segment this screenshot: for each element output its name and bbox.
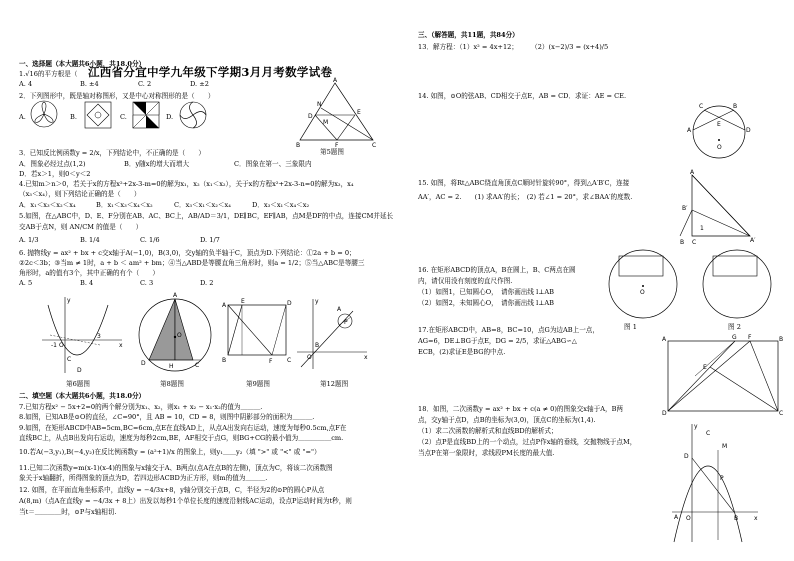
question-2: 2．下列图形中，既是轴对称图形，又是中心对称图形的是（ ）	[19, 92, 215, 100]
fig5-label-f: F	[335, 142, 339, 149]
fig6-label-neg1: -1	[51, 342, 57, 349]
fig18-label-m: M	[722, 443, 728, 450]
question-10: 10.若A(−3,y₁),B(−4,y₂)在反比例函数y = (a²+1)/x 的图象上，则y₁＿＿y₂（填 ">" 或 "<" 或 "="）	[19, 448, 321, 456]
fig17-label-c: C	[779, 410, 784, 417]
fig12-label-b: B	[315, 342, 320, 349]
fig16a-label-o: O	[640, 289, 645, 296]
q1-option-d: D. ±2	[190, 80, 209, 88]
question-8: 8.如图，已知AB是⊙O的直径，∠C=90°，且 AB = 10，CD = 8，则图中阴影部分的面积为＿＿＿.	[19, 413, 315, 421]
fig17-label-f: F	[748, 334, 752, 341]
q2-option-a: A.	[19, 113, 26, 121]
figure-q5-triangle	[295, 78, 385, 148]
figure-q6-parabola	[40, 295, 125, 375]
section-fill-heading: 二、填空题（本大题共6小题，共18.0分）	[19, 392, 146, 400]
question-12-cont1: A(8,m)（点A在直线y = −4/3x + 8上）出发以每秒1个单位长度的速度沿射线AC运动，设点P运动时间为t秒，则	[19, 497, 352, 505]
question-11: 11.已知二次函数y=m(x-1)(x-4)的图象与x轴交于A、B两点(点A在点B的左侧)，顶点为C，将该二次函数图	[19, 464, 333, 472]
fig18-label-c: C	[706, 430, 711, 437]
fig9-label-b: B	[222, 357, 227, 364]
fig14-label-d: D	[746, 127, 751, 134]
fig5-label-a: A	[333, 77, 338, 84]
question-17-cont2: ECB，(2)求证E是BG的中点.	[418, 348, 506, 356]
question-18-cont2: 当点P在第一象限时，求线段PM长度的最大值.	[418, 449, 555, 457]
figure-q18-parabola	[670, 420, 760, 545]
fig17-label-g: G	[732, 334, 737, 341]
fig17-label-b: B	[779, 336, 784, 343]
fig15-label-b1: B′	[682, 205, 688, 212]
fig12-label-a: A	[337, 306, 342, 313]
q5-option-a: A. 1/3	[19, 236, 39, 244]
fig8-label-h: H	[169, 363, 174, 370]
fig15-label-1: 1	[700, 225, 704, 232]
question-15-cont: AA′，AC = 2. (1) 求AA′的长； (2) 若∠1 = 20°，求∠BAA′的度数.	[418, 193, 633, 201]
q1-option-b: B. ±4	[80, 80, 99, 88]
question-15: 15. 如图，将Rt△ABC绕直角顶点C顺时针旋转90°，得到△A′B′C，连接	[418, 179, 630, 187]
question-12: 12. 如图，在平面直角坐标系中，直线y = −4/3x+8，y轴分别交于点B，C，半径为2的⊙P的圆心P从点	[19, 486, 325, 494]
question-6: 6. 抛物线y = ax² + bx + c交x轴于A(−1,0)，B(3,0)，交y轴的负半轴于C，顶点为D.下列结论：①2a + b = 0；	[19, 249, 356, 257]
fig6-label-x: x	[119, 342, 123, 349]
figure-q12-caption: 第12题图	[320, 380, 349, 388]
fig12-label-p: P	[344, 319, 348, 326]
q4-option-b: B．x₁＜x₃＜x₄＜x₂	[96, 201, 153, 209]
fig18-label-p: P	[720, 475, 724, 482]
figure-q16-circle-1	[603, 246, 688, 321]
q2-option-c: C.	[120, 113, 127, 121]
fig15-label-a: A	[690, 169, 695, 176]
question-14: 14. 如图，⊙O的弦AB、CD相交于点E，AB = CD．求证：AE = CE.	[418, 92, 627, 100]
question-16: 16. 在矩形ABCD的顶点A，B在圆上，B、C两点在圆	[418, 266, 576, 274]
q4-option-a: A．x₁＜x₃＜x₂＜x₄	[19, 201, 76, 209]
figure-q6-caption: 第6题图	[66, 380, 90, 388]
fig14-label-c: C	[699, 103, 704, 110]
fig6-label-c: C	[67, 356, 72, 363]
fig12-label-o: O	[307, 354, 312, 361]
fig12-label-y: y	[315, 298, 319, 305]
question-4-cont: （x₃＜x₄），则下列结论正确的是（ ）	[19, 190, 141, 198]
fig5-label-c: C	[372, 142, 377, 149]
question-1: 1.√16的平方根是（ ）	[19, 70, 98, 78]
question-13: 13．解方程：（1）x² = 4x+12； （2）(x−2)/3 = (x+4)/5	[418, 43, 609, 51]
q6-option-b: B. 4	[80, 279, 94, 287]
question-17: 17.在矩形ABCD中，AB=8，BC=10，点G为边AB上一点，	[418, 326, 599, 334]
question-5-cont: 交AB于点N，则 AN/CM 的值是（ ）	[19, 223, 143, 231]
figure-q9-rectangle	[222, 297, 297, 367]
q3-option-d: D．若x＞1，则0＜y＜2	[19, 170, 91, 178]
question-9-cont: 直线BC上，从点B出发向右运动，速度为每秒2cm,BE，AF相交于点G，则BG+CG的最小值为＿＿＿＿＿cm.	[19, 434, 344, 442]
fig5-label-b: B	[296, 142, 301, 149]
figure-q14-circle	[684, 100, 754, 160]
fig9-label-e: E	[241, 298, 245, 305]
q2-figure-a-flower	[30, 100, 60, 130]
fig8-label-d: D	[141, 360, 146, 367]
fig18-label-d: D	[684, 453, 689, 460]
question-4: 4.已知m＞n＞0，若关于x的方程x²+2x-3-m=0的解为x₁，x₂（x₁＜x₂），关于x的方程x²+2x-3-n=0的解为x₃，x₄	[19, 180, 354, 188]
fig14-label-e: E	[717, 121, 721, 128]
section-choice-heading: 一、选择题（本大题共6小题，共18.0分）	[19, 60, 146, 68]
figure-q16-caption-1: 图 1	[624, 323, 637, 331]
question-11-cont: 象关于x轴翻折，所得图象的顶点为D，若四边形ACBD为正方形，则m的值为＿＿＿.	[19, 474, 268, 482]
question-12-cont2: 当t＝＿＿＿＿时，⊙P与x轴相切.	[19, 508, 117, 516]
q4-option-d: D．x₃＜x₁＜x₄＜x₂	[252, 201, 310, 209]
fig14-label-a: A	[687, 127, 692, 134]
fig18-label-x: x	[754, 515, 758, 522]
fig17-label-a: A	[662, 336, 667, 343]
question-3: 3．已知反比例函数y = 2/x，下列结论中，不正确的是（ ）	[19, 149, 206, 157]
figure-q17-rectangle	[660, 333, 785, 415]
fig15-label-c: C	[692, 239, 697, 246]
fig6-label-3: 3	[97, 333, 101, 340]
question-6-cont2: 角形时，a的值有3个，其中正确的有个（ ）	[19, 269, 160, 277]
q2-option-b: B.	[70, 113, 77, 121]
q2-figure-d-swirl	[178, 100, 208, 130]
fig8-label-a: A	[173, 292, 178, 299]
question-9: 9.如图，在矩形ABCD中AB=5cm,BC=6cm,点E在直线AD上，从点A出发向右运动，速度为每秒0.5cm,点F在	[19, 424, 347, 432]
question-18-part2: （2）点P是直线BD上的一个动点，过点P作x轴的垂线，交抛物线于点M，	[418, 438, 637, 446]
fig9-label-c: C	[287, 357, 292, 364]
fig9-label-f: F	[269, 358, 273, 365]
exam-title: 江西省分宜中学九年级下学期3月月考数学试卷	[88, 65, 333, 79]
figure-q16-caption-2: 图 2	[728, 323, 741, 331]
fig5-label-e: E	[357, 109, 361, 116]
question-16-part2: （2）如图2，未知圆心O， 请你画出线 l⊥AB	[418, 299, 555, 307]
figure-q8-circle	[135, 292, 215, 375]
fig9-label-d: D	[287, 300, 292, 307]
q5-option-b: B. 1/4	[80, 236, 100, 244]
fig14-label-b: B	[733, 103, 738, 110]
question-5: 5.如图，在△ABC中，D、E、F分别在AB、AC、BC上，AB/AD＝3/1，DE∥BC，EF∥AB，点M是DF的中点，连接CM并延长	[19, 212, 394, 220]
q6-option-d: D. 2	[200, 279, 214, 287]
question-18-part1: （1）求二次函数的解析式和直线BD的解析式；	[418, 427, 558, 435]
q5-option-c: C. 1/6	[140, 236, 160, 244]
fig15-label-b: B	[680, 239, 685, 246]
fig18-label-b: B	[734, 515, 739, 522]
q4-option-c: C．x₃＜x₁＜x₂＜x₄	[174, 201, 231, 209]
fig12-label-x: x	[364, 354, 368, 361]
q2-option-d: D.	[166, 113, 174, 121]
fig6-label-o: O	[59, 342, 64, 349]
fig5-label-n: N	[317, 101, 322, 108]
question-17-cont1: AG=6，DE⊥BG于点E，DG = 2/5，求证△ABG∽△	[418, 337, 577, 345]
fig6-label-y: y	[67, 297, 71, 304]
question-16-cont: 内，请仅用没有刻度的直尺作图.	[418, 277, 513, 285]
question-16-part1: （1）如图1，已知圆心O， 请你画出线 l⊥AB	[418, 288, 555, 296]
figure-q15-rotation	[680, 170, 760, 245]
fig14-label-o: O	[717, 144, 722, 151]
q6-option-c: C. 3	[140, 279, 154, 287]
q3-option-a: A．图象必经过点(1,2)	[19, 160, 86, 168]
q3-option-c: C．图象在第一、三象限内	[234, 160, 312, 168]
question-18: 18．如图，二次函数y = ax² + bx + c(a ≠ 0)的图象交x轴于A，B两	[418, 405, 624, 413]
q5-option-d: D. 1/7	[200, 236, 220, 244]
q1-option-c: C. 2	[138, 80, 152, 88]
q3-option-b: B．y随x的增大而增大	[124, 160, 190, 168]
fig18-label-a: A	[674, 514, 679, 521]
figure-q12-line-circle	[295, 297, 370, 372]
q2-figure-b-diamond	[84, 101, 112, 129]
fig5-label-m: M	[323, 119, 329, 126]
fig15-label-a1: A′	[750, 237, 756, 244]
figure-q8-caption: 第8题图	[160, 380, 184, 388]
figure-q5-caption: 第5题图	[320, 148, 344, 156]
figure-q9-caption: 第9题图	[246, 380, 270, 388]
question-18-cont1: 点，交y轴于点D，点B的坐标为(3,0)，顶点C的坐标为(1,4).	[418, 416, 596, 424]
q6-option-a: A. 5	[19, 279, 33, 287]
fig18-label-o: O	[686, 515, 691, 522]
fig17-label-d: D	[662, 410, 667, 417]
fig8-label-c: C	[195, 362, 200, 369]
fig6-label-d: D	[77, 367, 82, 374]
fig9-label-a: A	[222, 302, 227, 309]
fig5-label-d: D	[308, 113, 313, 120]
figure-q16-circle-2	[697, 246, 782, 321]
fig8-label-o: O	[177, 332, 182, 339]
q1-option-a: A. 4	[19, 80, 33, 88]
question-7: 7.已知方程x² − 5x+2=0的两个解分别为x₁、x₂，则x₁ + x₂ − x₁·x₂的值为＿＿＿.	[19, 403, 263, 411]
fig18-label-y: y	[694, 423, 698, 430]
q2-figure-c-pinwheel	[132, 101, 160, 129]
fig17-label-e: E	[703, 364, 707, 371]
section-answer-heading: 三、（解答题，共11题，共84分）	[418, 31, 519, 39]
question-6-cont1: ②2c＜3b；③当m ≠ 1时，a + b ＜ am² + bm；④当△ABD是等腰直角三角形时，则a = 1/2；⑤当△ABC是等腰三	[19, 259, 365, 267]
